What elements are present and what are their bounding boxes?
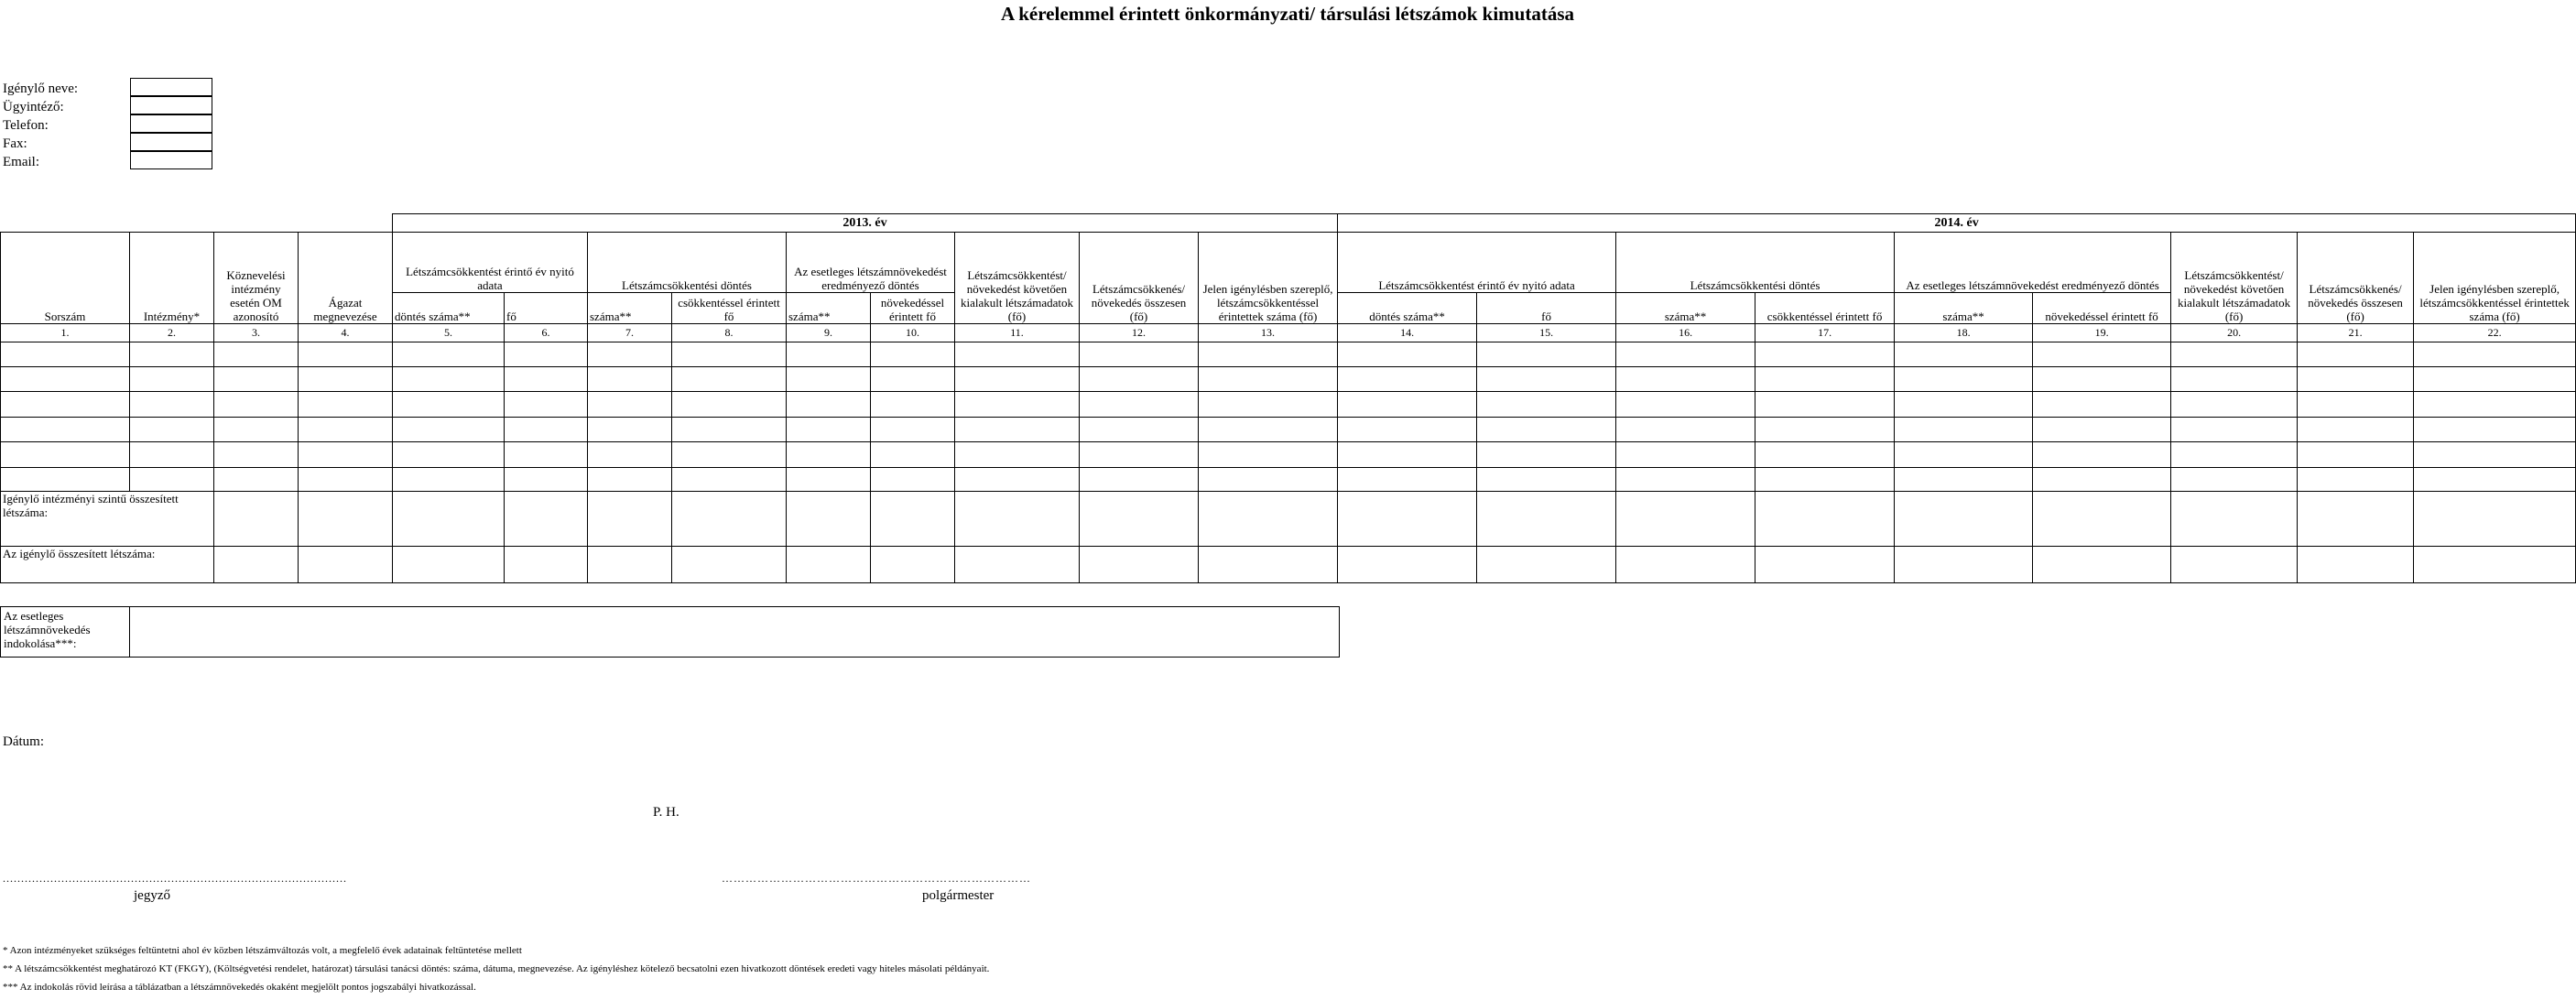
y1-increase-sub2: növekedéssel érintett fő — [871, 293, 955, 324]
footnote-3: *** Az indokolás rövid leírása a táblázatban a létszámnövekedés okaként megjelölt pontos jogszabályi hivatkozással. — [3, 982, 476, 993]
sum-cell[interactable] — [871, 547, 955, 583]
footnote-2: ** A létszámcsökkentést meghatározó KT (FKGY), (Költségvetési rendelet, határozat) társulási tanácsi döntés: száma, dátuma, megnevezése. Az igényléshez kötelező becsatolni ezen hivatkozott döntések eredeti vagy hiteles másolati példányait. — [3, 963, 990, 974]
col-agazat: Ágazat megnevezése — [299, 233, 393, 324]
table-cell[interactable] — [299, 342, 393, 367]
y2-after: Létszámcsökkentést/ növekedést követően kialakult létszámadatok (fő) — [2171, 233, 2298, 324]
column-number-13: 13. — [1199, 324, 1338, 342]
table-cell[interactable] — [672, 367, 787, 392]
table-cell[interactable] — [2171, 468, 2298, 492]
table-cell[interactable] — [871, 468, 955, 492]
sum-cell[interactable] — [955, 547, 1080, 583]
table-cell[interactable] — [1895, 442, 2033, 468]
table-cell[interactable] — [1080, 392, 1199, 418]
table-cell[interactable] — [2298, 418, 2414, 442]
sum-total-label: Az igénylő összesített létszáma: — [1, 547, 214, 583]
column-number-10: 10. — [871, 324, 955, 342]
table-cell[interactable] — [130, 418, 214, 442]
y2-opening-sub2: fő — [1477, 293, 1616, 324]
table-cell[interactable] — [1477, 442, 1616, 468]
table-cell[interactable] — [2414, 442, 2576, 468]
column-number-20: 20. — [2171, 324, 2298, 342]
y2-opening-sub1: döntés száma** — [1338, 293, 1477, 324]
table-cell[interactable] — [787, 367, 871, 392]
table-cell[interactable] — [214, 342, 299, 367]
table-cell[interactable] — [1477, 392, 1616, 418]
table-cell[interactable] — [955, 442, 1080, 468]
y2-decision: Létszámcsökkentési döntés — [1616, 233, 1895, 293]
sum-cell[interactable] — [299, 547, 393, 583]
sum-cell[interactable] — [2033, 547, 2171, 583]
column-number-19: 19. — [2033, 324, 2171, 342]
y1-after: Létszámcsökkentést/ növekedést követően kialakult létszámadatok (fő) — [955, 233, 1080, 324]
table-cell[interactable] — [505, 392, 588, 418]
table-cell[interactable] — [505, 367, 588, 392]
table-cell[interactable] — [1338, 392, 1477, 418]
y1-decision-sub2: csökkentéssel érintett fő — [672, 293, 787, 324]
table-cell[interactable] — [2414, 342, 2576, 367]
table-cell[interactable] — [1338, 342, 1477, 367]
table-cell[interactable] — [1338, 442, 1477, 468]
table-cell[interactable] — [1755, 418, 1895, 442]
table-cell[interactable] — [1199, 342, 1338, 367]
table-cell[interactable] — [214, 442, 299, 468]
column-number-12: 12. — [1080, 324, 1199, 342]
table-cell[interactable] — [871, 392, 955, 418]
requester-name-label: Igénylő neve: — [3, 82, 79, 96]
column-number-row — [1, 324, 2576, 342]
table-cell[interactable] — [1, 442, 130, 468]
y1-opening-sub2: fő — [505, 293, 588, 324]
table-cell[interactable] — [1895, 342, 2033, 367]
sum-cell[interactable] — [955, 492, 1080, 547]
table-cell[interactable] — [1080, 418, 1199, 442]
table-cell[interactable] — [2033, 442, 2171, 468]
table-cell[interactable] — [130, 367, 214, 392]
sum-cell[interactable] — [2171, 492, 2298, 547]
sum-cell[interactable] — [393, 492, 505, 547]
stamp-label: P. H. — [653, 805, 679, 820]
table-cell[interactable] — [1, 367, 130, 392]
y1-decision: Létszámcsökkentési döntés — [588, 233, 787, 293]
table-cell[interactable] — [130, 442, 214, 468]
table-cell[interactable] — [955, 418, 1080, 442]
sum-cell[interactable] — [1616, 492, 1755, 547]
y1-current: Jelen igénylésben szereplő, létszámcsökkentéssel érintettek száma (fő) — [1199, 233, 1338, 324]
sum-cell[interactable] — [2171, 547, 2298, 583]
sum-cell[interactable] — [214, 547, 299, 583]
email-field[interactable] — [130, 151, 212, 169]
sum-cell[interactable] — [588, 547, 672, 583]
year-2013-header: 2013. év — [393, 214, 1338, 233]
sum-cell[interactable] — [672, 547, 787, 583]
sum-cell[interactable] — [1338, 492, 1477, 547]
table-cell[interactable] — [393, 468, 505, 492]
table-cell[interactable] — [2171, 442, 2298, 468]
sum-total-row — [1, 547, 2576, 583]
table-cell[interactable] — [299, 442, 393, 468]
y2-decision-sub1: száma** — [1616, 293, 1755, 324]
table-cell[interactable] — [588, 442, 672, 468]
table-cell[interactable] — [1477, 468, 1616, 492]
sum-cell[interactable] — [2414, 547, 2576, 583]
sum-cell[interactable] — [1895, 492, 2033, 547]
table-cell[interactable] — [1080, 342, 1199, 367]
sum-cell[interactable] — [2298, 547, 2414, 583]
column-number-8: 8. — [672, 324, 787, 342]
table-cell[interactable] — [1, 418, 130, 442]
y1-increase-sub1: száma** — [787, 293, 871, 324]
table-cell[interactable] — [2298, 367, 2414, 392]
column-number-11: 11. — [955, 324, 1080, 342]
table-cell[interactable] — [672, 468, 787, 492]
table-cell[interactable] — [2033, 367, 2171, 392]
table-cell[interactable] — [2171, 418, 2298, 442]
year-2014-header: 2014. év — [1338, 214, 2576, 233]
table-cell[interactable] — [1199, 367, 1338, 392]
table-cell[interactable] — [672, 442, 787, 468]
table-cell[interactable] — [1616, 342, 1755, 367]
fax-field[interactable] — [130, 133, 212, 151]
table-cell[interactable] — [2171, 367, 2298, 392]
y2-decision-sub2: csökkentéssel érintett fő — [1755, 293, 1895, 324]
table-cell[interactable] — [1199, 468, 1338, 492]
sum-cell[interactable] — [1199, 492, 1338, 547]
table-cell[interactable] — [2171, 392, 2298, 418]
sum-cell[interactable] — [1616, 547, 1755, 583]
table-cell[interactable] — [672, 342, 787, 367]
table-cell[interactable] — [299, 392, 393, 418]
case-officer-label: Ügyintéző: — [3, 100, 64, 114]
table-cell[interactable] — [2033, 468, 2171, 492]
footnote-1: * Azon intézményeket szükséges feltüntetni ahol év közben létszámváltozás volt, a megfelelő évek adatainak feltüntetése mellett — [3, 945, 522, 956]
table-cell[interactable] — [955, 342, 1080, 367]
col-sorszam: Sorszám — [1, 233, 130, 324]
table-cell[interactable] — [871, 367, 955, 392]
table-cell[interactable] — [393, 392, 505, 418]
column-number-6: 6. — [505, 324, 588, 342]
table-cell[interactable] — [299, 418, 393, 442]
y1-increase: Az esetleges létszámnövekedést eredményező döntés — [787, 233, 955, 293]
table-cell[interactable] — [2033, 418, 2171, 442]
table-cell[interactable] — [214, 367, 299, 392]
table-cell[interactable] — [1616, 367, 1755, 392]
table-cell[interactable] — [955, 367, 1080, 392]
phone-field[interactable] — [130, 114, 212, 133]
table-cell[interactable] — [130, 392, 214, 418]
sum-cell[interactable] — [672, 492, 787, 547]
y2-increase-sub2: növekedéssel érintett fő — [2033, 293, 2171, 324]
sum-cell[interactable] — [299, 492, 393, 547]
column-number-5: 5. — [393, 324, 505, 342]
date-label: Dátum: — [3, 734, 44, 749]
mayor-signature-line: …………………………………………………………………… — [722, 872, 1031, 885]
table-cell[interactable] — [1895, 367, 2033, 392]
table-cell[interactable] — [1477, 342, 1616, 367]
sum-cell[interactable] — [505, 492, 588, 547]
table-cell[interactable] — [787, 442, 871, 468]
table-cell[interactable] — [1895, 418, 2033, 442]
table-cell[interactable] — [1755, 342, 1895, 367]
table-cell[interactable] — [2414, 468, 2576, 492]
table-cell[interactable] — [2033, 342, 2171, 367]
sum-cell[interactable] — [1477, 492, 1616, 547]
table-cell[interactable] — [393, 418, 505, 442]
table-cell[interactable] — [672, 392, 787, 418]
sum-cell[interactable] — [1755, 492, 1895, 547]
sum-institution-row — [1, 492, 2576, 547]
table-cell[interactable] — [1755, 468, 1895, 492]
year-spacer — [1, 214, 393, 233]
table-cell[interactable] — [214, 418, 299, 442]
table-cell[interactable] — [1616, 418, 1755, 442]
table-cell[interactable] — [1755, 392, 1895, 418]
y2-increase-sub1: száma** — [1895, 293, 2033, 324]
column-number-2: 2. — [130, 324, 214, 342]
table-cell[interactable] — [588, 392, 672, 418]
table-cell[interactable] — [1338, 367, 1477, 392]
table-cell[interactable] — [1338, 468, 1477, 492]
table-cell[interactable] — [1199, 442, 1338, 468]
table-cell[interactable] — [1477, 418, 1616, 442]
table-cell[interactable] — [214, 392, 299, 418]
table-cell[interactable] — [588, 342, 672, 367]
table-cell[interactable] — [787, 468, 871, 492]
sum-cell[interactable] — [393, 547, 505, 583]
sum-cell[interactable] — [871, 492, 955, 547]
sum-institution-label: Igénylő intézményi szintű összesített létszáma: — [1, 492, 214, 547]
table-cell[interactable] — [1080, 367, 1199, 392]
page-title: A kérelemmel érintett önkormányzati/ társulási létszámok kimutatása — [1000, 3, 1575, 25]
table-cell[interactable] — [871, 418, 955, 442]
table-cell[interactable] — [2171, 342, 2298, 367]
column-number-21: 21. — [2298, 324, 2414, 342]
table-cell[interactable] — [1199, 392, 1338, 418]
table-cell[interactable] — [2298, 392, 2414, 418]
table-cell[interactable] — [130, 468, 214, 492]
table-cell[interactable] — [787, 392, 871, 418]
table-cell[interactable] — [1, 468, 130, 492]
col-om: Köznevelési intézmény esetén OM azonosító — [214, 233, 299, 324]
table-cell[interactable] — [393, 342, 505, 367]
fax-label: Fax: — [3, 136, 27, 151]
col-intezmeny: Intézmény* — [130, 233, 214, 324]
y2-increase: Az esetleges létszámnövekedést eredményező döntés — [1895, 233, 2171, 293]
table-cell[interactable] — [2414, 418, 2576, 442]
table-cell[interactable] — [2033, 392, 2171, 418]
table-cell[interactable] — [130, 342, 214, 367]
column-number-22: 22. — [2414, 324, 2576, 342]
notary-label: jegyző — [134, 888, 170, 903]
table-cell[interactable] — [588, 418, 672, 442]
table-cell[interactable] — [393, 367, 505, 392]
table-cell[interactable] — [1895, 392, 2033, 418]
table-row — [1, 367, 2576, 392]
y2-current: Jelen igénylésben szereplő, létszámcsökkentéssel érintettek száma (fő) — [2414, 233, 2576, 324]
sum-cell[interactable] — [505, 547, 588, 583]
table-cell[interactable] — [299, 468, 393, 492]
table-cell[interactable] — [2298, 442, 2414, 468]
table-cell[interactable] — [1, 392, 130, 418]
table-cell[interactable] — [2414, 367, 2576, 392]
sum-cell[interactable] — [2414, 492, 2576, 547]
table-row — [1, 342, 2576, 367]
table-cell[interactable] — [1616, 392, 1755, 418]
justification-field[interactable] — [130, 607, 1340, 658]
table-cell[interactable] — [787, 342, 871, 367]
column-number-7: 7. — [588, 324, 672, 342]
sum-cell[interactable] — [1338, 547, 1477, 583]
y2-total: Létszámcsökkenés/ növekedés összesen (fő) — [2298, 233, 2414, 324]
requester-name-field[interactable] — [130, 78, 212, 96]
y1-opening-sub1: döntés száma** — [393, 293, 505, 324]
table-cell[interactable] — [871, 342, 955, 367]
justification-table — [0, 606, 1340, 658]
column-number-15: 15. — [1477, 324, 1616, 342]
column-number-16: 16. — [1616, 324, 1755, 342]
column-number-18: 18. — [1895, 324, 2033, 342]
sum-cell[interactable] — [1895, 547, 2033, 583]
table-cell[interactable] — [787, 418, 871, 442]
table-cell[interactable] — [2414, 392, 2576, 418]
y1-opening: Létszámcsökkentést érintő év nyitó adata — [393, 233, 588, 293]
table-row — [1, 418, 2576, 442]
column-number-1: 1. — [1, 324, 130, 342]
sum-cell[interactable] — [214, 492, 299, 547]
sum-cell[interactable] — [1755, 547, 1895, 583]
table-cell[interactable] — [955, 392, 1080, 418]
table-cell[interactable] — [588, 468, 672, 492]
table-cell[interactable] — [871, 442, 955, 468]
table-cell[interactable] — [505, 468, 588, 492]
table-cell[interactable] — [1199, 418, 1338, 442]
sum-cell[interactable] — [787, 492, 871, 547]
column-number-9: 9. — [787, 324, 871, 342]
phone-label: Telefon: — [3, 118, 49, 133]
table-cell[interactable] — [588, 367, 672, 392]
table-cell[interactable] — [505, 442, 588, 468]
sum-cell[interactable] — [1199, 547, 1338, 583]
sum-cell[interactable] — [1477, 547, 1616, 583]
table-cell[interactable] — [299, 367, 393, 392]
table-cell[interactable] — [2298, 342, 2414, 367]
table-cell[interactable] — [2298, 468, 2414, 492]
sum-cell[interactable] — [787, 547, 871, 583]
table-cell[interactable] — [393, 442, 505, 468]
sum-cell[interactable] — [1080, 492, 1199, 547]
column-number-3: 3. — [214, 324, 299, 342]
column-number-14: 14. — [1338, 324, 1477, 342]
y1-decision-sub1: száma** — [588, 293, 672, 324]
table-cell[interactable] — [672, 418, 787, 442]
y2-opening: Létszámcsökkentést érintő év nyitó adata — [1338, 233, 1616, 293]
table-cell[interactable] — [1616, 468, 1755, 492]
table-cell[interactable] — [1080, 468, 1199, 492]
y1-total: Létszámcsökkenés/ növekedés összesen (fő) — [1080, 233, 1199, 324]
sum-cell[interactable] — [2033, 492, 2171, 547]
headcount-table — [0, 213, 2576, 583]
table-cell[interactable] — [1616, 442, 1755, 468]
mayor-label: polgármester — [922, 888, 995, 903]
table-cell[interactable] — [505, 342, 588, 367]
table-cell[interactable] — [1338, 418, 1477, 442]
table-cell[interactable] — [1, 342, 130, 367]
table-cell[interactable] — [1755, 442, 1895, 468]
email-label: Email: — [3, 155, 39, 169]
table-row — [1, 442, 2576, 468]
column-number-4: 4. — [299, 324, 393, 342]
sum-cell[interactable] — [588, 492, 672, 547]
table-cell[interactable] — [1477, 367, 1616, 392]
table-cell[interactable] — [955, 468, 1080, 492]
table-row — [1, 468, 2576, 492]
sum-cell[interactable] — [2298, 492, 2414, 547]
case-officer-field[interactable] — [130, 96, 212, 114]
table-row — [1, 392, 2576, 418]
table-cell[interactable] — [1755, 367, 1895, 392]
justification-label: Az esetleges létszámnövekedés indokolása***: — [1, 607, 130, 658]
sum-cell[interactable] — [1080, 547, 1199, 583]
table-cell[interactable] — [1895, 468, 2033, 492]
notary-signature-line: .............................................................................................. — [3, 872, 347, 885]
table-cell[interactable] — [505, 418, 588, 442]
table-cell[interactable] — [1080, 442, 1199, 468]
table-cell[interactable] — [214, 468, 299, 492]
column-number-17: 17. — [1755, 324, 1895, 342]
